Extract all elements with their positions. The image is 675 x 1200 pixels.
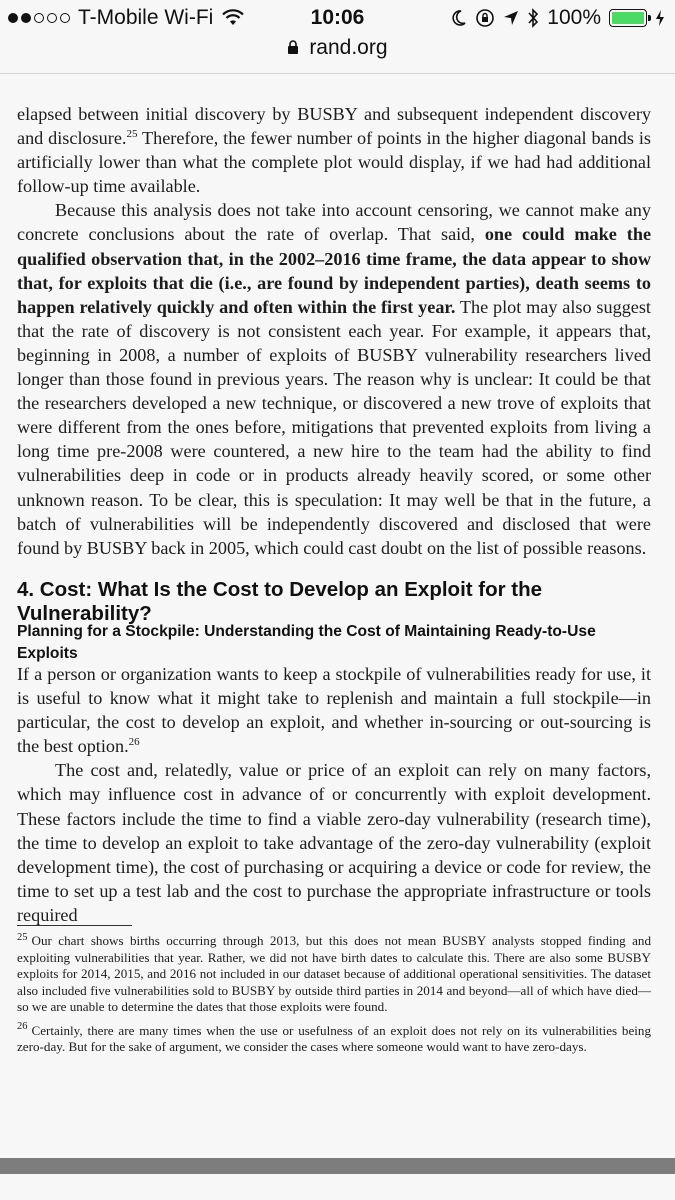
status-bar (0, 0, 675, 38)
charging-bolt-icon (655, 9, 665, 27)
toolbar-divider (0, 73, 675, 74)
emphasized-finding: one could make the qualified observation that, in the 2002–2016 time frame, the data appear to show that, for exploits that die (i.e., are found by independent parties), death seems to happen relatively quickly and often within the first year. (17, 224, 652, 317)
moon-icon (451, 9, 467, 27)
battery-fill (612, 12, 644, 24)
paragraph-4: The cost and, relatedly, value or price of an exploit can rely on many factors, which may influence cost in advance of or concurrently with exploit development. These factors include the time to find a viable zero-day vulnerability (research time), the time to develop an exploit to take advantage of the zero-day vulnerability (exploit development time), the cost of purchasing or acquiring a device or code for review, the time to set up a test lab and the cost to purchase the appropriate infrastructure or tools required (17, 760, 651, 925)
paragraph-2: Because this analysis does not take into account censoring, we cannot make any concrete conclusions about the rate of overlap. That said, one could make the qualified observation that, in the 2002–2016 time frame, the data appear to show that, for exploits that die (i.e., are found by independent parties), death seems to happen relatively quickly and often within the first year. The plot may also suggest that the rate of discovery is not consistent each year. For example, it appears that, beginning in 2008, a number of exploits of BUSBY vulnerability researchers lived longer than those found in previous years. The reason why is unclear: It could be that the researchers developed a new technique, or discovered a new trove of exploits that were different from the ones before, mitigations that prevented exploits from living a long time pre-2008 were countered, a new hire to the team had the ability to find vulnerabilities deep in code or in products already heavily scored, or some other unknown reason. To be clear, this is speculation: It may well be that in the future, a batch of vulnerabilities will be independently discovered and disclosed that were found by BUSBY back in 2005, which could cast doubt on the list of possible reasons. (17, 200, 652, 558)
address-bar[interactable] (0, 36, 675, 70)
document-body (17, 102, 651, 560)
paragraph-1: elapsed between initial discovery by BUSBY and subsequent independent discovery and disclosure.$^{25}$ Therefore, the fewer number of points in the higher diagonal bands is artificially lower than what the complete plot would display, if we had had additional follow-up time available. (17, 104, 651, 197)
footnote-25: $^{25}$ Our chart shows births occurring through 2013, but this does not mean BUSBY analysts stopped finding and exploiting vulnerabilities that year. Rather, we did not have birth dates to calculate this. There are also some BUSBY exploits for 2014, 2015, and 2016 not included in our dataset because of additional operational sensitivities. The dataset also included five vulnerabilities sold to BUSBY by outside third parties in 2014 and beyond—all of which have died—so we are unable to determine the dates that those exploits were found. (17, 931, 651, 1014)
footnotes (17, 933, 651, 1063)
footnote-ref-25[interactable]: 25 (126, 128, 138, 141)
rotation-lock-icon (475, 8, 495, 28)
battery-percent: 100% (547, 6, 601, 29)
bluetooth-icon (527, 8, 539, 28)
section-body (17, 662, 651, 927)
section-heading: 4. Cost: What Is the Cost to Develop an Exploit for the Vulnerability? (17, 578, 543, 625)
status-icons (451, 6, 665, 30)
footnote-divider (17, 925, 132, 926)
page-bottom-bar (0, 1158, 675, 1174)
footnote-ref-26[interactable]: 26 (128, 736, 140, 749)
sub-heading: Planning for a Stockpile: Understanding the Cost of Maintaining Ready-to-Use Exploits (17, 623, 596, 662)
url-text: rand.org (309, 36, 388, 59)
location-arrow-icon (503, 10, 519, 26)
battery-icon (609, 9, 647, 27)
clock: 10:06 (310, 6, 365, 29)
paragraph-3: If a person or organization wants to keep a stockpile of vulnerabilities ready for use, it is useful to know what it might take to replenish and maintain a full stockpile—in particular, the cost to develop an exploit, and whether in-sourcing or out-sourcing is the best option.$^{26}$ (17, 664, 651, 757)
carrier-label: T-Mobile Wi-Fi (78, 6, 214, 29)
lock-icon (287, 40, 299, 55)
footnote-26: $^{26}$ Certainly, there are many times when the use or usefulness of an exploit does not rely on its vulnerabilities being zero-day. But for the sake of argument, we consider the cases where someone would want to have zero-days. (17, 1021, 651, 1054)
